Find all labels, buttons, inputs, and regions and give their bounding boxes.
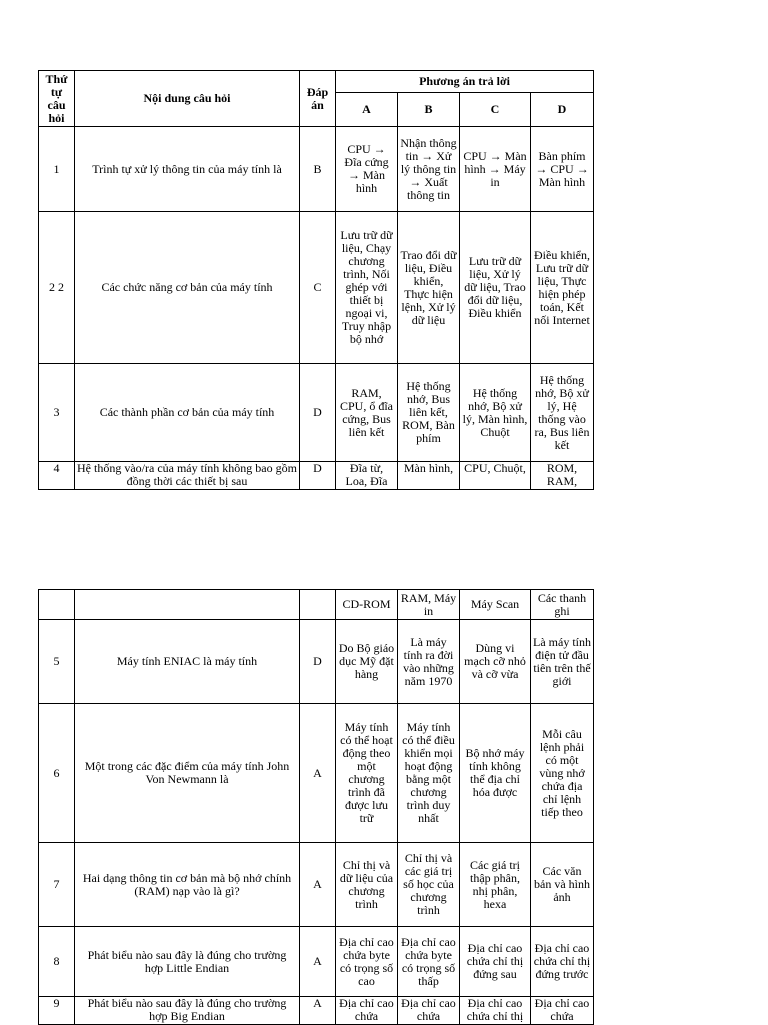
option-d — [531, 997, 594, 1025]
option-b: RAM, Máy in — [398, 590, 460, 620]
option-c: Dùng vi mạch cỡ nhỏ và cỡ vừa — [460, 620, 531, 704]
question-number: 7 — [39, 843, 75, 927]
option-c — [460, 462, 531, 490]
question-text: Các chức năng cơ bản của máy tính — [75, 212, 300, 364]
option-a: Do Bộ giáo dục Mỹ đặt hàng — [336, 620, 398, 704]
question-text: Phát biểu nào sau đây là đúng cho trường hợp Little Endian — [75, 927, 300, 997]
option-b — [398, 462, 460, 490]
option-b-clip: Địa chỉ cao chứa — [401, 997, 456, 1023]
table-row — [39, 620, 594, 704]
option-c-clip: CPU, Chuột, — [464, 462, 526, 475]
question-table-page-2 — [38, 589, 594, 1025]
option-d-clip: ROM, RAM, — [546, 462, 578, 488]
question-text-clip: Hệ thống vào/ra của máy tính không bao gồm đồng thời các thiết bị sau — [77, 462, 297, 488]
option-d: Địa chỉ cao chứa chỉ thị đứng trước — [531, 927, 594, 997]
option-b: Là máy tính ra đời vào những năm 1970 — [398, 620, 460, 704]
table-row — [39, 127, 594, 212]
option-b: Địa chỉ cao chứa byte có trọng số thấp — [398, 927, 460, 997]
option-c: Lưu trữ dữ liệu, Xử lý dữ liệu, Trao đổi dữ liệu, Điều khiển — [460, 212, 531, 364]
header-option-d: D — [531, 93, 594, 127]
question-text: Hai dạng thông tin cơ bản mà bộ nhớ chính (RAM) nạp vào là gì? — [75, 843, 300, 927]
option-c: Các giá trị thập phân, nhị phân, hexa — [460, 843, 531, 927]
question-number: 5 — [39, 620, 75, 704]
option-b: Chỉ thị và các giá trị số học của chương trình — [398, 843, 460, 927]
option-a: CD-ROM — [336, 590, 398, 620]
option-d: Bàn phím → CPU → Màn hình — [531, 127, 594, 212]
correct-answer: C — [300, 212, 336, 364]
option-b: Nhận thông tin → Xử lý thông tin → Xuất thông tin — [398, 127, 460, 212]
option-d-clip: Địa chỉ cao chứa — [534, 997, 590, 1023]
option-b — [398, 997, 460, 1025]
table-row — [39, 843, 594, 927]
correct-answer: D — [300, 364, 336, 462]
option-c: Hệ thống nhớ, Bộ xử lý, Màn hình, Chuột — [460, 364, 531, 462]
question-text: Trình tự xử lý thông tin của máy tính là — [75, 127, 300, 212]
option-a — [336, 997, 398, 1025]
option-a — [336, 462, 398, 490]
option-a: Chỉ thị và dữ liệu của chương trình — [336, 843, 398, 927]
header-option-a: A — [336, 93, 398, 127]
correct-answer: A — [300, 843, 336, 927]
question-number: 8 — [39, 927, 75, 997]
correct-answer: D — [300, 462, 336, 490]
option-d: Mỗi câu lệnh phải có một vùng nhớ chứa địa chỉ lệnh tiếp theo — [531, 704, 594, 843]
option-a: Lưu trữ dữ liệu, Chạy chương trình, Nối ghép với thiết bị ngoại vi, Truy nhập bộ nhớ — [336, 212, 398, 364]
correct-answer: D — [300, 620, 336, 704]
question-number — [39, 590, 75, 620]
question-text — [75, 590, 300, 620]
header-option-b: B — [398, 93, 460, 127]
question-number: 6 — [39, 704, 75, 843]
option-c: CPU → Màn hình → Máy in — [460, 127, 531, 212]
option-c-clip: Địa chỉ cao chứa chỉ thị — [466, 997, 524, 1023]
question-text — [75, 997, 300, 1025]
table-row — [39, 364, 594, 462]
option-d: Là máy tính điện tử đầu tiên trên thế giới — [531, 620, 594, 704]
question-text-clip: Phát biểu nào sau đây là đúng cho trường hợp Big Endian — [87, 997, 287, 1023]
header-question-content: Nội dung câu hỏi — [75, 71, 300, 127]
question-number: 1 — [39, 127, 75, 212]
correct-answer: A — [300, 997, 336, 1025]
option-a: Địa chỉ cao chứa byte có trọng số cao — [336, 927, 398, 997]
question-number: 4 — [39, 462, 75, 490]
correct-answer: B — [300, 127, 336, 212]
option-a-clip: Địa chỉ cao chứa — [339, 997, 394, 1023]
header-options: Phương án trả lời — [336, 71, 594, 93]
option-d: Các văn bản và hình ảnh — [531, 843, 594, 927]
option-d: Các thanh ghi — [531, 590, 594, 620]
option-c: Máy Scan — [460, 590, 531, 620]
header-question-number: Thứ tự câu hỏi — [39, 71, 75, 127]
option-a: Máy tính có thể hoạt động theo một chương trình đã được lưu trữ — [336, 704, 398, 843]
question-number: 9 — [39, 997, 75, 1025]
correct-answer: A — [300, 704, 336, 843]
question-number: 3 — [39, 364, 75, 462]
option-b: Hệ thống nhớ, Bus liên kết, ROM, Bàn phím — [398, 364, 460, 462]
header-option-c: C — [460, 93, 531, 127]
question-text: Một trong các đặc điểm của máy tính John Von Newmann là — [75, 704, 300, 843]
option-a-clip: Đĩa từ, Loa, Đĩa — [345, 462, 388, 488]
option-c: Địa chỉ cao chứa chỉ thị đứng sau — [460, 927, 531, 997]
question-text — [75, 462, 300, 490]
question-text: Máy tính ENIAC là máy tính — [75, 620, 300, 704]
table-row — [39, 997, 594, 1025]
option-d: Điều khiển, Lưu trữ dữ liệu, Thực hiện phép toán, Kết nối Internet — [531, 212, 594, 364]
option-d — [531, 462, 594, 490]
option-c — [460, 997, 531, 1025]
option-b-clip: Màn hình, — [403, 462, 454, 475]
option-c: Bộ nhớ máy tính không thể địa chỉ hóa được — [460, 704, 531, 843]
question-number: 2 2 — [39, 212, 75, 364]
correct-answer: A — [300, 927, 336, 997]
option-b: Máy tính có thể điều khiển mọi hoạt động bằng một chương trình duy nhất — [398, 704, 460, 843]
option-a: CPU → Đĩa cứng → Màn hình — [336, 127, 398, 212]
option-a: RAM, CPU, ổ đĩa cứng, Bus liên kết — [336, 364, 398, 462]
question-text: Các thành phần cơ bản của máy tính — [75, 364, 300, 462]
option-b: Trao đổi dữ liệu, Điều khiển, Thực hiện lệnh, Xử lý dữ liệu — [398, 212, 460, 364]
header-answer: Đáp án — [300, 71, 336, 127]
table-row — [39, 212, 594, 364]
table-row — [39, 462, 594, 490]
option-d: Hệ thống nhớ, Bộ xử lý, Hệ thống vào ra, Bus liên kết — [531, 364, 594, 462]
table-row — [39, 927, 594, 997]
correct-answer — [300, 590, 336, 620]
table-row — [39, 590, 594, 620]
question-table-page-1 — [38, 70, 594, 490]
table-row — [39, 704, 594, 843]
